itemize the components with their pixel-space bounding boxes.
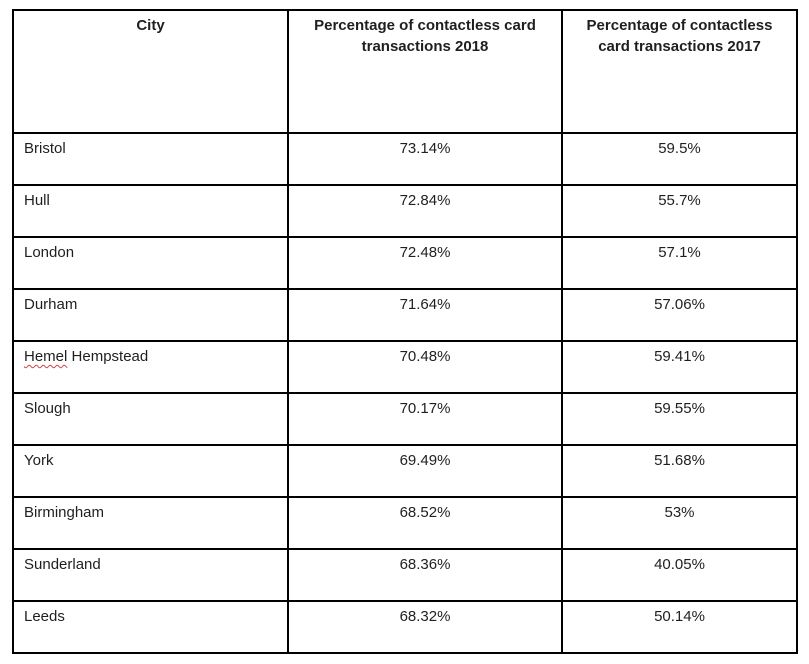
contactless-transactions-table bbox=[12, 9, 798, 654]
pct-2017-cell: 50.14% bbox=[562, 601, 797, 653]
pct-2018-cell: 71.64% bbox=[288, 289, 562, 341]
city-cell: Leeds bbox=[13, 601, 288, 653]
city-text-rest: Hempstead bbox=[67, 348, 149, 365]
table-row bbox=[13, 497, 797, 549]
pct-2017-cell: 57.06% bbox=[562, 289, 797, 341]
pct-2017-cell: 59.55% bbox=[562, 393, 797, 445]
pct-2018-cell: 68.36% bbox=[288, 549, 562, 601]
table-row bbox=[13, 133, 797, 185]
pct-2018-cell: 72.48% bbox=[288, 237, 562, 289]
header-label-line-1: Percentage of contactless bbox=[586, 17, 773, 34]
table-row bbox=[13, 341, 797, 393]
table-row bbox=[13, 289, 797, 341]
pct-2017-cell: 55.7% bbox=[562, 185, 797, 237]
city-cell: Hull bbox=[13, 185, 288, 237]
header-cell-city bbox=[13, 10, 288, 133]
pct-2018-cell: 70.48% bbox=[288, 341, 562, 393]
header-label-line-2: transactions 2018 bbox=[361, 38, 489, 55]
pct-2018-cell: 68.52% bbox=[288, 497, 562, 549]
pct-2017-cell: 59.41% bbox=[562, 341, 797, 393]
pct-2018-cell: 70.17% bbox=[288, 393, 562, 445]
city-cell: Bristol bbox=[13, 133, 288, 185]
city-cell: Sunderland bbox=[13, 549, 288, 601]
misspelled-word: Hemel bbox=[24, 348, 68, 365]
city-cell: Durham bbox=[13, 289, 288, 341]
pct-2017-cell: 59.5% bbox=[562, 133, 797, 185]
city-cell: Birmingham bbox=[13, 497, 288, 549]
city-cell bbox=[13, 341, 288, 393]
city-cell: York bbox=[13, 445, 288, 497]
table-row bbox=[13, 237, 797, 289]
table-row bbox=[13, 185, 797, 237]
pct-2017-cell: 57.1% bbox=[562, 237, 797, 289]
header-label-line-2: card transactions 2017 bbox=[598, 38, 761, 55]
table-header-row bbox=[13, 10, 797, 133]
pct-2017-cell: 53% bbox=[562, 497, 797, 549]
city-cell: London bbox=[13, 237, 288, 289]
table-row bbox=[13, 601, 797, 653]
pct-2017-cell: 40.05% bbox=[562, 549, 797, 601]
header-cell-pct-2017 bbox=[562, 10, 797, 133]
pct-2017-cell: 51.68% bbox=[562, 445, 797, 497]
pct-2018-cell: 72.84% bbox=[288, 185, 562, 237]
pct-2018-cell: 68.32% bbox=[288, 601, 562, 653]
table-row bbox=[13, 445, 797, 497]
pct-2018-cell: 73.14% bbox=[288, 133, 562, 185]
header-cell-pct-2018 bbox=[288, 10, 562, 133]
table-row bbox=[13, 549, 797, 601]
header-label: City bbox=[136, 17, 165, 34]
city-cell: Slough bbox=[13, 393, 288, 445]
pct-2018-cell: 69.49% bbox=[288, 445, 562, 497]
table-row bbox=[13, 393, 797, 445]
header-label-line-1: Percentage of contactless card bbox=[314, 17, 536, 34]
